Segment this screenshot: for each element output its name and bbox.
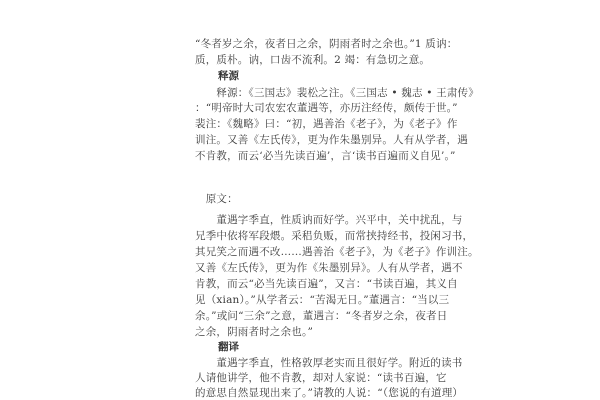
text-line: 肯教，而云“必当先读百遍”，又言：“书读百遍，其义自 [195, 278, 458, 290]
text-line: 其兄笑之而遇不改……遇善治《老子》，为《老子》作训注。 [195, 246, 479, 258]
text-line: 释源：《三国志》裴松之注。《三国志 • 魏志 • 王肃传》 [195, 87, 479, 99]
section-heading-translation: 翻译 [218, 341, 239, 353]
text-line: 见（xian）。”从学者云：“苦渴无日。”董遇言：“当以三 [195, 294, 450, 306]
text-line: 不肯教，而云‘必当先读百遍’，言‘读书百遍而义自见’。” [195, 150, 456, 162]
section-heading-source: 释源 [218, 70, 239, 82]
text-line: 又善《左氏传》，更为作《朱墨别异》。人有从学者，遇不 [195, 262, 463, 274]
text-line: 的意思自然显现出来了。”请教的人说：“（您说的有道理） [195, 387, 464, 399]
text-line: 训注。又善《左氏传》，更为作朱墨别异。人有从学者，遇 [195, 134, 468, 146]
section-heading-original: 原文： [195, 193, 238, 205]
text-line: “冬者岁之余，夜者日之余，阴雨者时之余也。”1 质讷： [195, 38, 458, 50]
text-line: 裴注：《魏略》曰：“初，遇善治《老子》，为《老子》作 [195, 118, 458, 130]
text-line: 人请他讲学，他不肯教，却对人家说：“读书百遍，它 [195, 372, 447, 384]
text-line: ：“明帝时大司农宏农董遇等，亦历注经传，颇传于世。” [195, 102, 458, 114]
text-line: 兄季中依将军段煨。采稆负贩，而常挟持经书，投闲习书， [195, 230, 474, 242]
text-line: 董遇字季直，性质讷而好学。兴平中，关中扰乱，与 [195, 214, 463, 226]
text-line: 余。”或问“三余”之意，董遇言：“冬者岁之余，夜者日 [195, 310, 448, 322]
text-line: 董遇字季直，性格敦厚老实而且很好学。附近的读书 [195, 357, 463, 369]
text-line: 之余，阴雨者时之余也。” [195, 326, 314, 338]
text-line: 质，质朴。讷，口齿不流利。2 竭：有急切之意。 [195, 54, 431, 66]
